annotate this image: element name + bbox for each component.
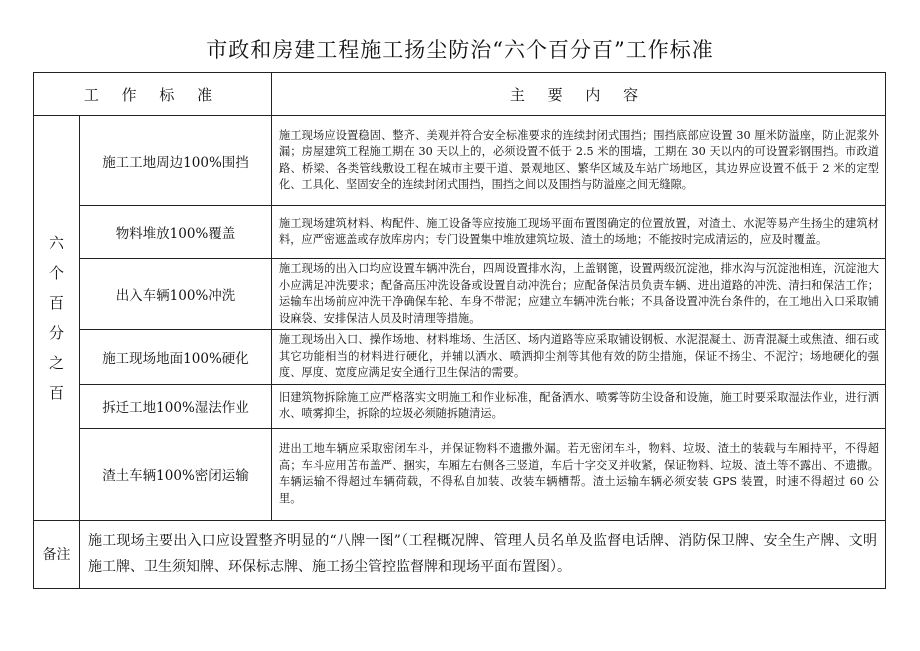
content-cell: 施工现场建筑材料、构配件、施工设备等应按施工现场平面布置图确定的位置放置，对渣土、水泥等易产生扬尘的建筑材料，应严密遮盖或存放库房内；专门设置集中堆放建筑垃圾、渣土的场地；不能按时完成清运的，应及时覆盖。	[272, 206, 886, 259]
standard-cell: 拆迁工地100%湿法作业	[80, 384, 272, 428]
content-cell: 进出工地车辆应采取密闭车斗，并保证物料不遗撒外漏。若无密闭车斗，物料、垃圾、渣土的装载与车厢持平，不得超高；车斗应用苫布盖严、捆实，车厢左右侧各三竖道，车后十字交叉并收紧，保证物料、垃圾、渣土等不露出、不遗撒。车辆运输不得超过车辆荷载，不得私自加装、改装车辆槽帮。渣土运输车辆必须安装 GPS 装置，时速不得超过 60 公里。	[272, 428, 886, 520]
content-cell: 施工现场应设置稳固、整齐、美观并符合安全标准要求的连续封闭式围挡；围挡底部应设置 30 厘米防溢座，防止泥浆外漏；房屋建筑工程施工期在 30 天以上的，必须设置不低于 2.5 米的围墙，工期在 30 天以内的可设置彩钢围挡。市政道路、桥梁、各类管线敷设工程在城市主要干道、景观地区、繁华区域及车站广场地区，其边界应设置不低于 2 米的定型化、工具化、坚固安全的连续封闭式围挡，围挡之间以及围挡与防溢座之间无缝隙。	[272, 116, 886, 206]
table-row	[34, 206, 886, 259]
note-label: 备注	[34, 520, 80, 588]
content-cell: 旧建筑物拆除施工应严格落实文明施工和作业标准，配备洒水、喷雾等防尘设备和设施，施工时要采取湿法作业，进行洒水、喷雾抑尘，拆除的垃圾必须随拆随清运。	[272, 384, 886, 428]
header-main-content: 主 要 内 容	[272, 73, 886, 116]
content-cell: 施工现场的出入口均应设置车辆冲洗台，四周设置排水沟，上盖钢篦，设置两级沉淀池，排水沟与沉淀池相连，沉淀池大小应满足冲洗要求；配备高压冲洗设备或设置自动冲洗台；应配备保洁员负责车辆、进出道路的冲洗、清扫和保洁工作；运输车出场前应冲洗干净确保车轮、车身不带泥；应建立车辆冲洗台帐；不具备设置冲洗台条件的，在工地出入口采取铺设麻袋、安排保洁人员及时清理等措施。	[272, 259, 886, 330]
standard-cell: 施工现场地面100%硬化	[80, 330, 272, 385]
note-text: 施工现场主要出入口应设置整齐明显的“八牌一图”（工程概况牌、管理人员名单及监督电话牌、消防保卫牌、安全生产牌、文明施工牌、卫生须知牌、环保标志牌、施工扬尘管控监督牌和现场平面布置图）。	[80, 520, 886, 588]
side-char: 六	[48, 233, 64, 252]
table-row	[34, 116, 886, 206]
table-row	[34, 330, 886, 385]
table-header-row	[34, 73, 886, 116]
document-title: 市政和房建工程施工扬尘防治“六个百分百”工作标准	[206, 38, 714, 62]
content-cell: 施工现场出入口、操作场地、材料堆场、生活区、场内道路等应采取铺设钢板、水泥混凝土、沥青混凝土或焦渣、细石或其它功能相当的材料进行硬化，并辅以洒水、喷洒抑尘剂等其他有效的防尘措施，保证不扬尘、不泥泞；场地硬化的强度、厚度、宽度应满足安全通行卫生保洁的需要。	[272, 330, 886, 385]
side-char: 百	[48, 293, 64, 312]
note-row	[34, 520, 886, 588]
standard-cell: 出入车辆100%冲洗	[80, 259, 272, 330]
side-char: 之	[48, 353, 64, 372]
side-char: 分	[48, 323, 64, 342]
standard-cell: 物料堆放100%覆盖	[80, 206, 272, 259]
header-work-standard: 工 作 标 准	[34, 73, 272, 116]
standard-cell: 渣土车辆100%密闭运输	[80, 428, 272, 520]
table-row	[34, 259, 886, 330]
side-char: 个	[48, 263, 64, 282]
table-row	[34, 428, 886, 520]
six-hundred-percent-label	[34, 116, 80, 521]
standards-table	[33, 72, 886, 589]
side-char: 百	[48, 383, 64, 402]
table-row	[34, 384, 886, 428]
standard-cell: 施工工地周边100%围挡	[80, 116, 272, 206]
